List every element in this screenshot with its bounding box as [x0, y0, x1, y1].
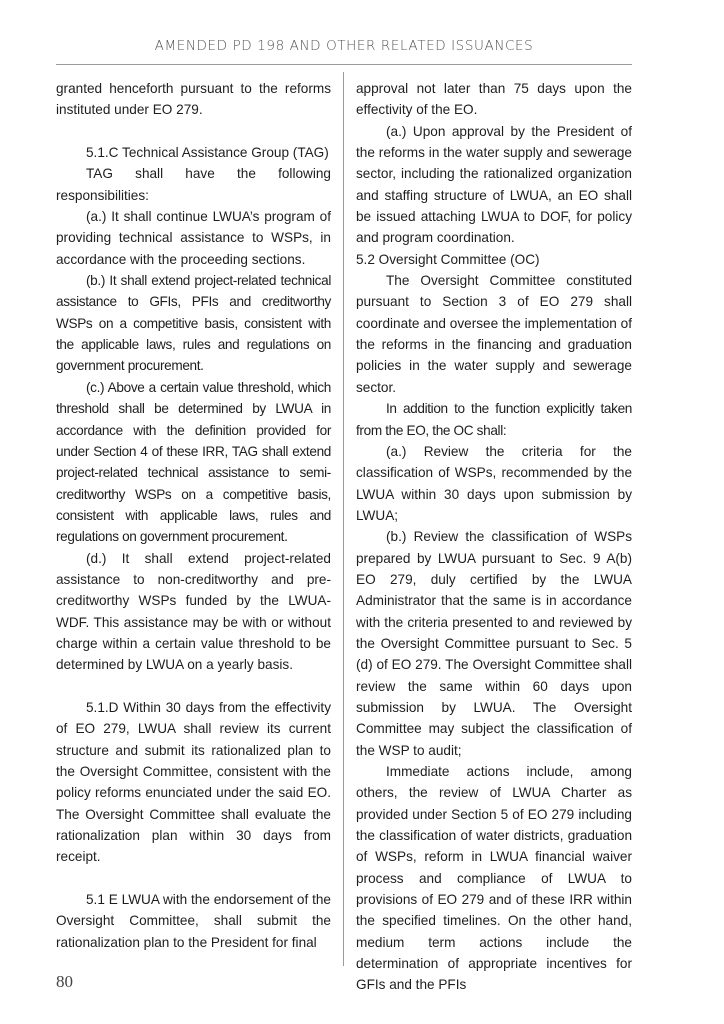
paragraph-gap [56, 676, 331, 697]
page-number: 80 [56, 972, 73, 991]
column-divider [343, 72, 344, 966]
left-column [56, 78, 331, 953]
header-rule [56, 64, 632, 65]
section-heading-5-2: 5.2 Oversight Committee (OC) [356, 251, 540, 267]
paragraph: (d.) It shall extend project-related assistance to non-creditworthy and pre-creditworthy WSPs funded by the LWUA-WDF. This assistance may be with or without charge within a certain value threshold to be determined by LWUA on a yearly basis. [56, 550, 331, 673]
paragraph: (b.) It shall extend project-related technical assistance to GFIs, PFIs and creditworthy WSPs on a competitive basis, consistent with the applicable laws, rules and regulations on government procurement. [56, 273, 331, 374]
paragraph: (c.) Above a certain value threshold, which threshold shall be determined by LWUA in accordance with the definition provided for under Section 4 of these IRR, TAG shall extend project-related technical assistance to semi-creditworthy WSPs on a competitive basis, consistent with applicable laws, rules and regulations on government procurement. [56, 379, 331, 545]
paragraph: Immediate actions include, among others, the review of LWUA Charter as provided under Section 5 of EO 279 including the classification of water districts, graduation of WSPs, reform in LWUA financial waiver process and compliance of LWUA to provisions of EO 279 and of these IRR within the specified timelines. On the other hand, medium term actions include the determination of appropriate incentives for GFIs and the PFIs [356, 764, 632, 993]
running-header: AMENDED PD 198 AND OTHER RELATED ISSUANCES [154, 38, 534, 54]
paragraph: granted henceforth pursuant to the reforms instituted under EO 279. [56, 81, 331, 118]
right-column [356, 78, 632, 996]
section-paragraph-5-1-e: 5.1 E LWUA with the endorsement of the Oversight Committee, shall submit the rationalization plan to the President for final [56, 892, 331, 950]
section-heading-5-1-c: 5.1.C Technical Assistance Group (TAG) [86, 145, 329, 161]
section-paragraph-5-1-d: 5.1.D Within 30 days from the effectivity of EO 279, LWUA shall review its current structure and submit its rationalized plan to the Oversight Committee, consistent with the policy reforms enunciated under the said EO. The Oversight Committee shall evaluate the rationalization plan within 30 days from receipt. [56, 699, 331, 865]
paragraph: (b.) Review the classification of WSPs prepared by LWUA pursuant to Sec. 9 A(b) EO 279, duly certified by the LWUA Administrator that the same is in accordance with the criteria presented to and reviewed by the Oversight Committee pursuant to Sec. 5 (d) of EO 279. The Oversight Committee shall review the same within 60 days upon submission by LWUA. The Oversight Committee may subject the classification of the WSP to audit; [356, 529, 632, 758]
paragraph: In addition to the function explicitly taken from the EO, the OC shall: [356, 401, 632, 438]
paragraph: The Oversight Committee constituted pursuant to Section 3 of EO 279 shall coordinate and oversee the implementation of the reforms in the financing and graduation policies in the water supply and sewerage sector. [356, 273, 632, 395]
paragraph: TAG shall have the following responsibilities: [56, 166, 331, 203]
paragraph-gap [56, 121, 331, 142]
paragraph: (a.) Upon approval by the President of the reforms in the water supply and sewerage sector, including the rationalized organization and staffing structure of LWUA, an EO shall be issued attaching LWUA to DOF, for policy and program coordination. [356, 123, 632, 246]
paragraph-gap [56, 868, 331, 889]
paragraph: (a.) Review the criteria for the classification of WSPs, recommended by the LWUA within 30 days upon submission by LWUA; [356, 443, 632, 523]
paragraph: (a.) It shall continue LWUA’s program of providing technical assistance to WSPs, in accordance with the proceeding sections. [56, 209, 331, 267]
paragraph: approval not later than 75 days upon the effectivity of the EO. [356, 81, 632, 118]
